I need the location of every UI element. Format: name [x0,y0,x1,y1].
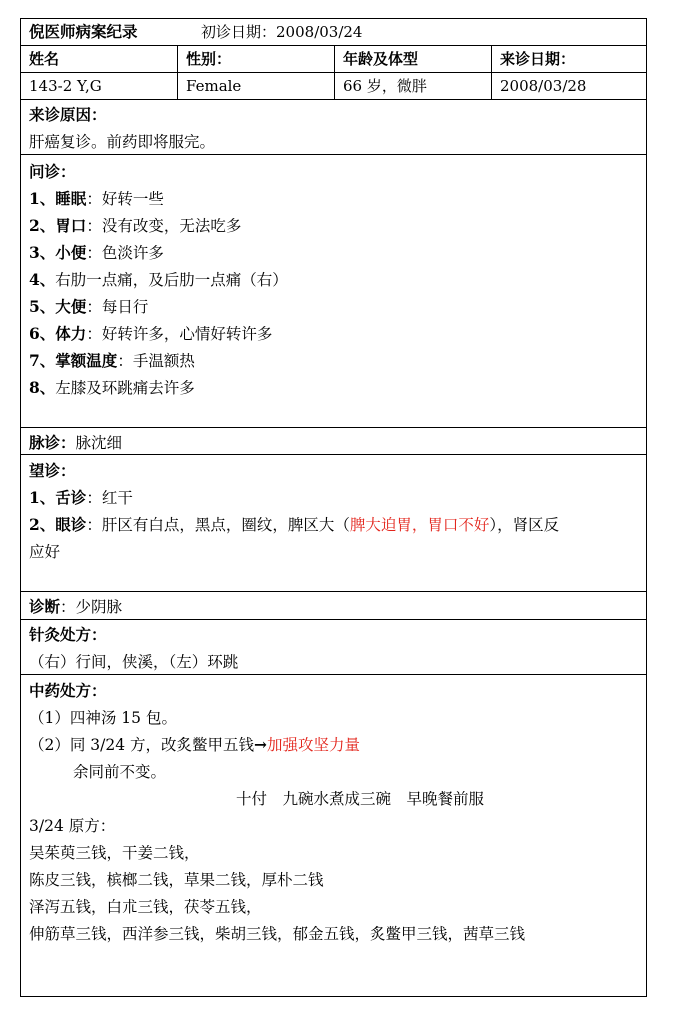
header-age-build: 年龄及体型 [335,46,492,72]
patient-table-value-row [21,73,646,100]
patient-age-build: 66 岁，微胖 [335,73,492,99]
medical-record-form [20,18,647,997]
herbal-emphasis: 加强攻坚力量 [267,736,361,754]
first-visit-value: 2008/03/24 [276,23,363,41]
diagnosis-label: 诊断 [29,597,61,616]
inquiry-label: 问诊： [29,162,76,181]
inspection-label: 望诊： [29,461,76,480]
original-recipe-line: 吴茱萸三钱，干姜二钱， [29,844,200,862]
eye-diagnosis-continued: 应好 [29,543,61,561]
inquiry-section [21,155,646,428]
acupuncture-label: 针灸处方： [29,625,107,644]
header-name: 姓名 [21,46,178,72]
herbal-line-3: 余同前不变。 [73,763,167,781]
reason-section [21,100,646,155]
patient-table-header-row [21,46,646,73]
herbal-label: 中药处方： [29,681,107,700]
original-recipe-line: 陈皮三钱，槟榔二钱，草果二钱，厚朴二钱 [29,871,324,889]
diagnosis: 诊断：少阴脉 [29,597,123,616]
inquiry-item: 1、睡眠：好转一些 [29,189,164,208]
record-header [21,19,646,46]
pulse-diagnosis [29,431,122,453]
tongue-diagnosis: 1、舌诊：红干 [29,488,133,507]
patient-sex: Female [178,73,335,99]
patient-name: 143-2 Y,G [21,73,178,99]
herbal-dosage: 十付 九碗水煮成三碗 早晚餐前服 [236,790,485,808]
inquiry-item: 7、掌额温度：手温额热 [29,351,195,370]
inquiry-item: 4、右肋一点痛，及后肋一点痛（右） [29,270,288,289]
diagnosis-section [21,592,646,620]
acupuncture-text: （右）行间，侠溪，（左）环跳 [29,653,239,671]
inquiry-item: 6、体力：好转许多，心情好转许多 [29,324,273,343]
header-visit-date: 来诊日期： [500,50,576,68]
header-sex: 性别： [178,46,335,72]
pulse-label: 脉诊： [29,433,76,452]
patient-visit-date: 2008/03/28 [500,77,587,95]
original-recipe-line: 泽泻五钱，白朮三钱，茯苓五钱， [29,898,262,916]
acupuncture-section [21,620,646,675]
eye-diagnosis: 2、眼诊：肝区有白点，黑点，圈纹，脾区大（脾大迫胃，胃口不好），肾区反 [29,515,560,534]
eye-diagnosis-emphasis: 脾大迫胃，胃口不好 [349,516,490,534]
first-visit-date [201,19,362,45]
inquiry-item: 5、大便：每日行 [29,297,149,316]
herbal-line-2: （2）同 3/24 方，改炙鳖甲五钱→加强攻坚力量 [29,735,361,754]
inquiry-item: 8、左膝及环跳痛去许多 [29,378,195,397]
original-recipe-label: 3/24 原方： [29,817,116,835]
record-title: 倪医师病案纪录 [29,22,138,41]
pulse-text: 脉沈细 [75,434,123,452]
inquiry-item: 3、小便：色淡许多 [29,243,164,262]
inquiry-item: 2、胃口：没有改变，无法吃多 [29,216,242,235]
inspection-section [21,455,646,592]
reason-label: 来诊原因： [29,105,107,124]
arrow-icon: → [254,735,268,754]
reason-text: 肝癌复诊。前药即将服完。 [29,133,216,151]
original-recipe-line: 伸筋草三钱，西洋参三钱，柴胡三钱，郁金五钱，炙鳖甲三钱，茜草三钱 [29,925,526,943]
first-visit-label: 初诊日期： [201,23,277,41]
herbal-line-1: （1）四神汤 15 包。 [29,709,177,727]
pulse-section [21,428,646,455]
herbal-section [21,675,646,997]
diagnosis-text: 少阴脉 [75,598,123,616]
